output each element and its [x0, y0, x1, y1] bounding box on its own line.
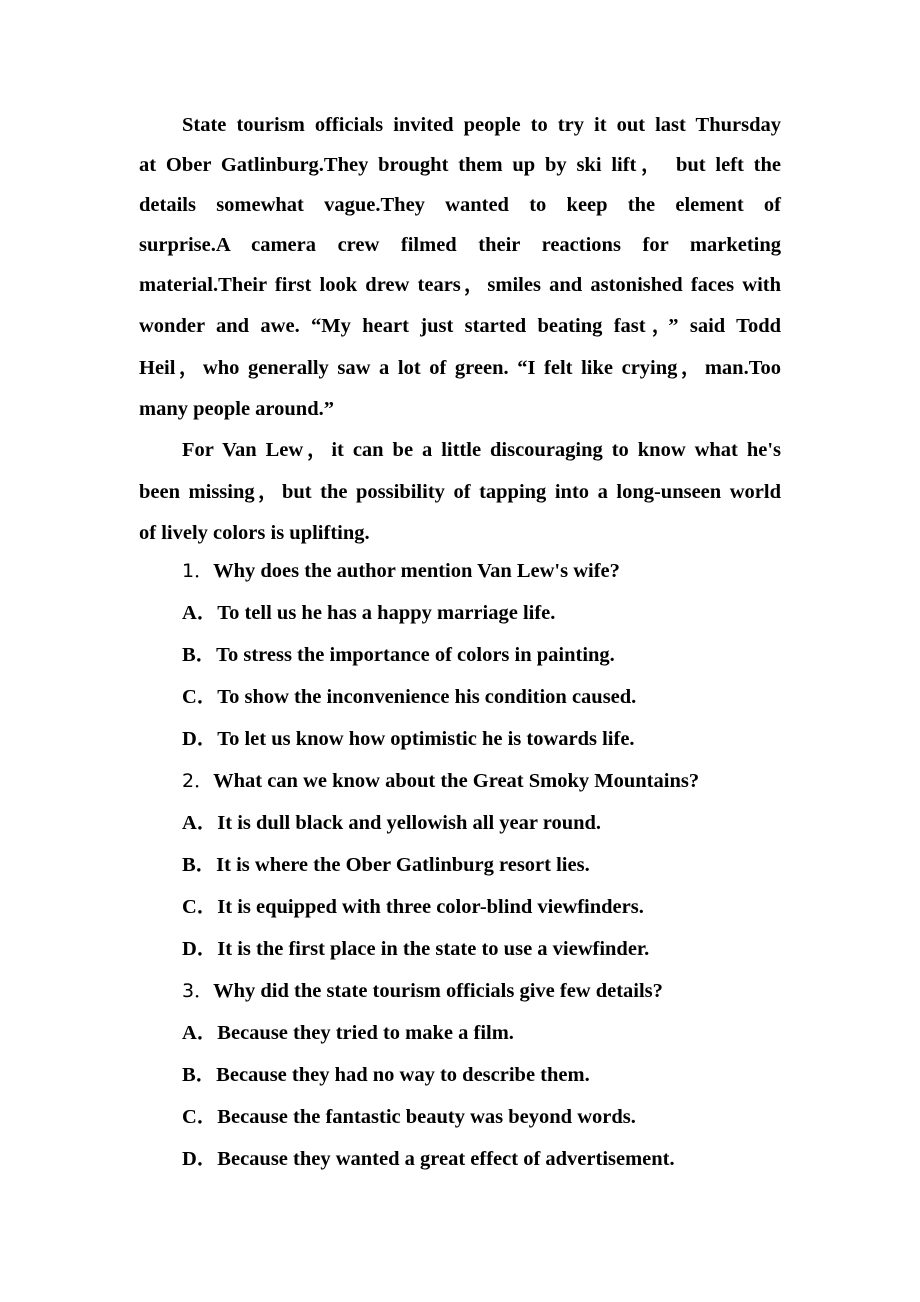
question-text: What can we know about the Great Smoky Mountains? [213, 770, 700, 792]
passage-paragraph-1 [139, 105, 781, 429]
paragraph-line: State tourism officials invited people to try it out last Thursday [182, 114, 781, 136]
paragraph-line: Heil，who generally saw a lot of green. “I felt like crying，man.Too [139, 357, 781, 379]
question-3-option-c: C．Because the fantastic beauty was beyond words. [182, 1106, 636, 1128]
question-3-option-b: B．Because they had no way to describe them. [182, 1064, 590, 1086]
question-3 [182, 977, 663, 1005]
paragraph-line: For Van Lew，it can be a little discouraging to know what he's [182, 439, 781, 461]
question-1-option-d: D．To let us know how optimistic he is towards life. [182, 728, 635, 750]
question-3-option-d: D．Because they wanted a great effect of advertisement. [182, 1148, 675, 1170]
question-2-option-b: B．It is where the Ober Gatlinburg resort lies. [182, 854, 590, 876]
paragraph-line: at Ober Gatlinburg.They brought them up by ski lift， but left the [139, 154, 781, 176]
question-2-option-a: A．It is dull black and yellowish all year round. [182, 812, 602, 834]
question-2-option-c: C．It is equipped with three color-blind viewfinders. [182, 896, 644, 918]
question-number: 3． [182, 980, 214, 1002]
paragraph-line: of lively colors is uplifting. [139, 522, 370, 544]
paragraph-line: details somewhat vague.They wanted to keep the element of [139, 194, 781, 216]
question-3-option-a: A．Because they tried to make a film. [182, 1022, 514, 1044]
question-number: 2． [182, 770, 214, 792]
passage-paragraph-2 [139, 429, 781, 553]
question-1-option-b: B．To stress the importance of colors in painting. [182, 644, 615, 666]
question-1-option-c: C．To show the inconvenience his condition caused. [182, 686, 637, 708]
paragraph-line: material.Their first look drew tears，smiles and astonished faces with [139, 274, 781, 296]
paragraph-line: wonder and awe. “My heart just started beating fast，” said Todd [139, 315, 781, 337]
question-1 [182, 557, 620, 585]
question-1-option-a: A．To tell us he has a happy marriage life. [182, 602, 556, 624]
paragraph-line: many people around.” [139, 398, 334, 420]
question-2 [182, 767, 699, 795]
question-2-option-d: D．It is the first place in the state to use a viewfinder. [182, 938, 650, 960]
question-text: Why did the state tourism officials give few details? [213, 980, 663, 1002]
paragraph-line: been missing，but the possibility of tapping into a long-unseen world [139, 481, 781, 503]
paragraph-line: surprise.A camera crew filmed their reactions for marketing [139, 234, 781, 256]
question-number: 1． [182, 560, 214, 582]
question-text: Why does the author mention Van Lew's wife? [213, 560, 620, 582]
